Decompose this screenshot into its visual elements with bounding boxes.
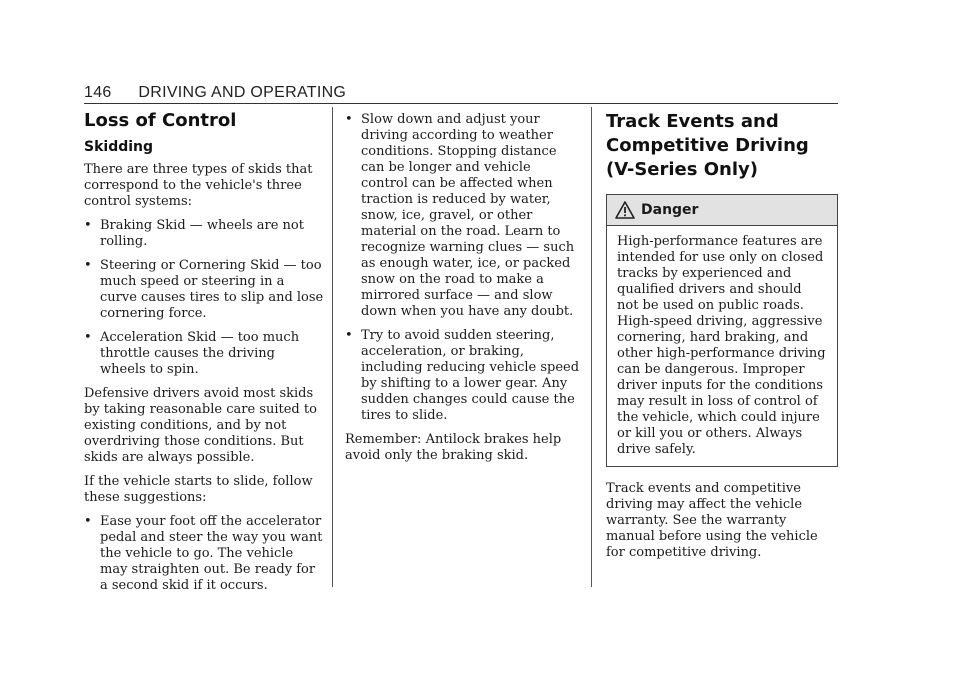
suggestions-list	[84, 514, 324, 594]
loss-of-control-heading: Loss of Control	[84, 110, 237, 131]
warranty-paragraph: Track events and competitive driving may affect the vehicle warranty. See the warranty manual before using the vehicle for competitive driving.	[606, 481, 818, 560]
bullet-icon: •	[345, 328, 353, 343]
bullet-icon: •	[84, 258, 92, 273]
column-divider-2	[591, 107, 592, 587]
skid-types-list	[84, 218, 324, 378]
column-divider-1	[332, 107, 333, 587]
danger-label: Danger	[641, 202, 699, 218]
danger-box	[606, 194, 838, 467]
list-item: • Slow down and adjust your driving according to weather conditions. Stopping distance can be longer and vehicle control can be affected when traction is reduced by water, snow, ice, gravel, or other material on the road. Learn to recognize warning clues — such as enough water, ice, or packed snow on the road to make a mirrored surface — and slow down when you have any doubt.	[345, 112, 575, 319]
track-events-heading: Track Events and Competitive Driving (V-Series Only)	[606, 111, 809, 180]
column-3	[606, 110, 838, 569]
suggestions-list-continued	[345, 112, 581, 424]
section-title: DRIVING AND OPERATING	[138, 84, 347, 101]
list-item: • Braking Skid — wheels are not rolling.	[84, 218, 304, 249]
column-1	[84, 110, 324, 602]
skidding-subheading: Skidding	[84, 139, 154, 155]
bullet-icon: •	[84, 514, 92, 529]
list-item: • Acceleration Skid — too much throttle causes the driving wheels to spin.	[84, 330, 300, 377]
bullet-icon: •	[84, 218, 92, 233]
slide-suggestions-paragraph: If the vehicle starts to slide, follow these suggestions:	[84, 474, 313, 505]
list-item: • Ease your foot off the accelerator pedal and steer the way you want the vehicle to go. The vehicle may straighten out. Be ready for a second skid if it occurs.	[84, 514, 323, 593]
header-rule	[84, 103, 838, 104]
page-number: 146	[84, 84, 112, 101]
antilock-paragraph: Remember: Antilock brakes help avoid only the braking skid.	[345, 432, 562, 463]
intro-paragraph: There are three types of skids that correspond to the vehicle's three control systems:	[84, 162, 313, 209]
danger-text: High-performance features are intended for use only on closed tracks by experienced and qualified drivers and should not be used on public roads. High-speed driving, aggressive cornering, hard braking, and other high-performance driving can be dangerous. Improper driver inputs for the conditions may result in loss of control of the vehicle, which could injure or kill you or others. Always drive safely.	[617, 234, 826, 457]
bullet-icon: •	[84, 330, 92, 345]
page-header	[84, 84, 346, 102]
list-item: • Try to avoid sudden steering, acceleration, or braking, including reducing vehicle speed by shifting to a lower gear. Any sudden changes could cause the tires to slide.	[345, 328, 580, 423]
warning-triangle-icon	[615, 201, 635, 219]
bullet-icon: •	[345, 112, 353, 127]
column-2	[345, 112, 581, 472]
danger-header	[607, 195, 837, 226]
list-item: • Steering or Cornering Skid — too much speed or steering in a curve causes tires to slip and lose cornering force.	[84, 258, 324, 321]
defensive-drivers-paragraph: Defensive drivers avoid most skids by taking reasonable care suited to existing conditions, and by not overdriving those conditions. But skids are always possible.	[84, 386, 317, 465]
